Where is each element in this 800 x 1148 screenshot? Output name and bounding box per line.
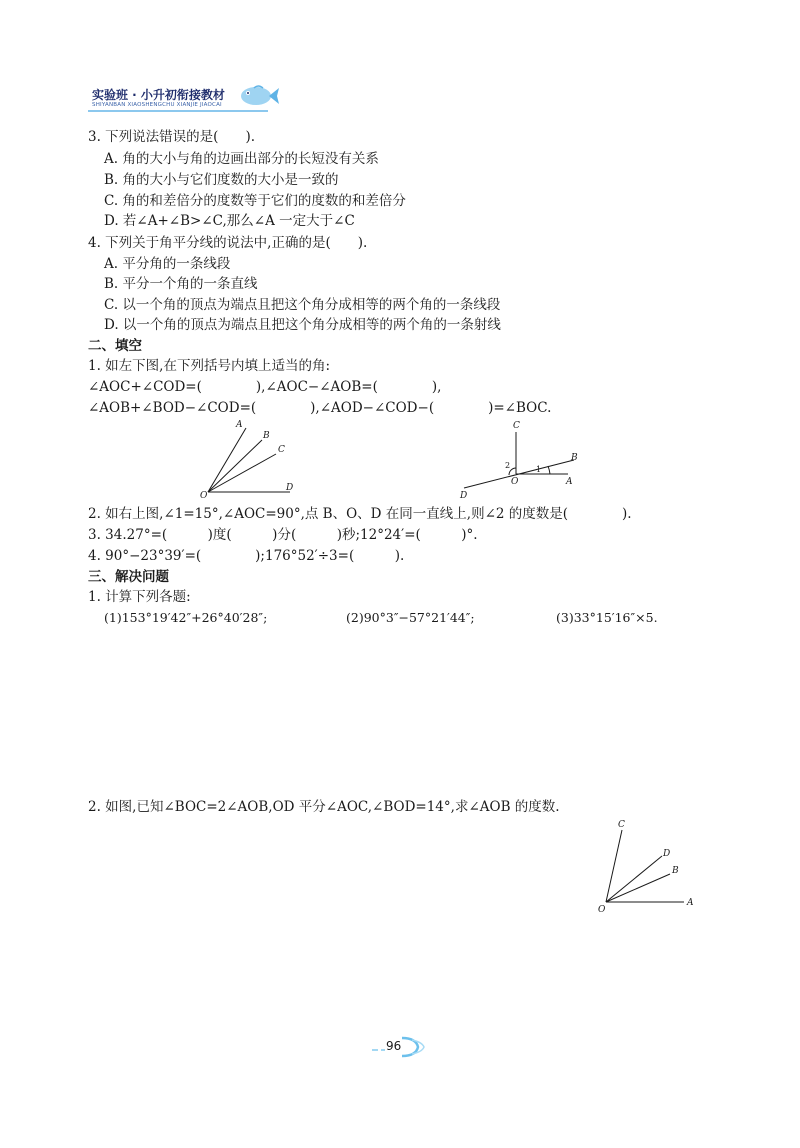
ray-ob <box>606 874 670 902</box>
q3-option-b: B. 角的大小与它们度数的大小是一致的 <box>104 172 339 188</box>
s3-q2-stem: 2. 如图,已知∠BOC=2∠AOB,OD 平分∠AOC,∠BOD=14°,求∠AOB 的度数. <box>88 799 560 815</box>
section3-heading: 三、解决问题 <box>88 569 169 585</box>
page-number: 96 <box>386 1039 402 1053</box>
header-logo <box>88 86 278 112</box>
label-o: O <box>598 905 606 915</box>
header-underline <box>88 110 268 112</box>
label-c: C <box>618 820 625 830</box>
s3-q1-part2: (2)90°3″−57°21′44″; <box>346 610 475 625</box>
label-d: D <box>460 491 468 501</box>
right-angle-figure <box>456 418 586 502</box>
header-title: 实验班 · 小升初衔接教材 <box>92 88 225 102</box>
fish-logo-icon <box>236 82 280 110</box>
section2-heading: 二、填空 <box>88 338 142 354</box>
label-a: A <box>566 477 573 487</box>
s3-q1-part1: (1)153°19′42″+26°40′28″; <box>104 610 268 625</box>
left-angle-figure <box>196 418 306 502</box>
s2-q2: 2. 如右上图,∠1=15°,∠AOC=90°,点 B、O、D 在同一直线上,则∠2 的度数是( ). <box>88 506 632 522</box>
q4-option-c: C. 以一个角的顶点为端点且把这个角分成相等的两个角的一条线段 <box>104 297 501 313</box>
label-d: D <box>286 483 294 493</box>
q4-option-d: D. 以一个角的顶点为端点且把这个角分成相等的两个角的一条射线 <box>104 317 501 333</box>
s2-q3: 3. 34.27°=( )度( )分( )秒;12°24′=( )°. <box>88 527 478 543</box>
s2-q1-line2: ∠AOB+∠BOD−∠COD=( ),∠AOD−∠COD−( )=∠BOC. <box>88 400 552 416</box>
q3-option-d: D. 若∠A+∠B>∠C,那么∠A 一定大于∠C <box>104 213 355 229</box>
label-b: B <box>263 431 270 441</box>
s3-q1-stem: 1. 计算下列各题: <box>88 589 191 605</box>
header-subtitle: SHIYANBAN XIAOSHENGCHU XIANJIE JIAOCAI <box>92 102 222 108</box>
label-c: C <box>278 445 285 455</box>
angle-1-arc <box>548 466 550 474</box>
label-o: O <box>511 477 519 487</box>
q3-option-c: C. 角的和差倍分的度数等于它们的度数的和差倍分 <box>104 193 406 209</box>
q3-stem: 3. 下列说法错误的是( ). <box>88 129 255 145</box>
s2-q4: 4. 90°−23°39′=( );176°52′÷3=( ). <box>88 548 405 564</box>
label-o: O <box>200 491 208 501</box>
label-b: B <box>672 866 679 876</box>
s3-q1-part3: (3)33°15′16″×5. <box>556 610 658 625</box>
label-a: A <box>236 420 243 430</box>
label-angle-2: 2 <box>505 461 511 470</box>
label-a: A <box>687 898 694 908</box>
s2-q1-stem: 1. 如左下图,在下列括号内填上适当的角: <box>88 358 331 374</box>
q3-option-a: A. 角的大小与角的边画出部分的长短没有关系 <box>104 151 379 167</box>
ray-oa <box>208 428 246 492</box>
s2-q1-line1: ∠AOC+∠COD=( ),∠AOC−∠AOB=( ), <box>88 379 442 395</box>
q4-option-b: B. 平分一个角的一条直线 <box>104 276 258 292</box>
q4-option-a: A. 平分角的一条线段 <box>104 256 231 272</box>
bottom-angle-figure <box>596 816 700 916</box>
label-angle-1: 1 <box>536 465 542 474</box>
label-d: D <box>663 849 671 859</box>
label-b: B <box>571 453 578 463</box>
page-number-badge <box>368 1036 432 1058</box>
q4-stem: 4. 下列关于角平分线的说法中,正确的是( ). <box>88 235 368 251</box>
label-c: C <box>513 421 520 431</box>
